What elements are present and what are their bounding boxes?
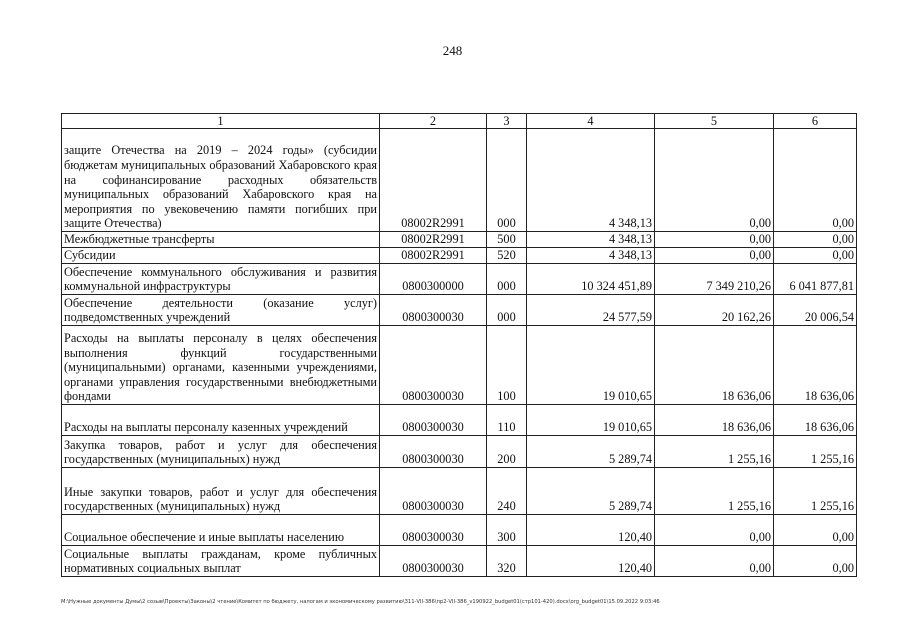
row-code: 08002R2991 [380,129,487,232]
row-value-col4: 4 348,13 [527,129,655,232]
row-value-col4: 4 348,13 [527,232,655,248]
row-value-col6: 18 636,06 [774,405,857,436]
column-header: 6 [774,114,857,129]
row-type: 300 [487,515,527,546]
row-code: 0800300030 [380,436,487,468]
row-code: 0800300030 [380,295,487,326]
row-value-col6: 0,00 [774,129,857,232]
row-name: Межбюджетные трансферты [62,232,380,248]
row-name: Субсидии [62,248,380,264]
row-value-col5: 0,00 [655,546,774,577]
column-header: 3 [487,114,527,129]
row-type: 100 [487,326,527,405]
footer-file-path: M:\Нужные документы Думы\2 созыв\Проекты\Законы\2 чтение\Комитет по бюджету, налогам и экономическому развитию\311-VII-386\пр2-VII-386_v190922_budget01(стр101-420).docx\org_budget01\15.09.2022 9:03:46 [61,599,660,605]
row-value-col5: 0,00 [655,248,774,264]
row-value-col4: 19 010,65 [527,326,655,405]
row-code: 0800300030 [380,515,487,546]
row-name: Обеспечение коммунального обслуживания и развития коммунальной инфраструктуры [62,264,380,295]
row-type: 320 [487,546,527,577]
table-header-row [62,114,857,129]
row-value-col6: 0,00 [774,232,857,248]
row-code: 08002R2991 [380,232,487,248]
row-value-col6: 18 636,06 [774,326,857,405]
row-value-col5: 7 349 210,26 [655,264,774,295]
row-value-col4: 120,40 [527,546,655,577]
column-header: 2 [380,114,487,129]
row-code: 0800300030 [380,405,487,436]
row-name: Обеспечение деятельности (оказание услуг) подведомственных учреждений [62,295,380,326]
row-type: 240 [487,468,527,515]
row-code: 0800300030 [380,468,487,515]
row-value-col5: 0,00 [655,129,774,232]
row-value-col6: 0,00 [774,248,857,264]
column-header: 1 [62,114,380,129]
column-header: 4 [527,114,655,129]
row-value-col6: 6 041 877,81 [774,264,857,295]
table-row [62,436,857,468]
row-type: 000 [487,264,527,295]
table-row [62,295,857,326]
row-code: 0800300000 [380,264,487,295]
row-name: защите Отечества на 2019 – 2024 годы» (субсидии бюджетам муниципальных образований Хабаровского края на софинансирование расходных обязательств муниципальных образований Хабаровского края на мероприятия по увековечению памяти погибших при защите Отечества) [62,129,380,232]
row-value-col4: 5 289,74 [527,468,655,515]
row-value-col6: 0,00 [774,515,857,546]
row-value-col5: 18 636,06 [655,326,774,405]
row-type: 110 [487,405,527,436]
row-value-col5: 18 636,06 [655,405,774,436]
row-code: 0800300030 [380,546,487,577]
row-value-col6: 1 255,16 [774,468,857,515]
row-value-col5: 0,00 [655,232,774,248]
row-type: 000 [487,295,527,326]
row-name: Иные закупки товаров, работ и услуг для обеспечения государственных (муниципальных) нужд [62,468,380,515]
row-value-col6: 0,00 [774,546,857,577]
row-value-col5: 0,00 [655,515,774,546]
row-type: 000 [487,129,527,232]
column-header: 5 [655,114,774,129]
row-value-col6: 20 006,54 [774,295,857,326]
row-code: 0800300030 [380,326,487,405]
table-row [62,248,857,264]
table-row [62,468,857,515]
row-name: Закупка товаров, работ и услуг для обеспечения государственных (муниципальных) нужд [62,436,380,468]
row-name: Социальное обеспечение и иные выплаты населению [62,515,380,546]
page-number: 248 [442,43,463,58]
table-row [62,264,857,295]
row-value-col5: 1 255,16 [655,436,774,468]
table-row [62,326,857,405]
table-row [62,405,857,436]
row-value-col6: 1 255,16 [774,436,857,468]
table-row [62,232,857,248]
row-name: Социальные выплаты гражданам, кроме публичных нормативных социальных выплат [62,546,380,577]
row-type: 520 [487,248,527,264]
row-value-col4: 5 289,74 [527,436,655,468]
row-name: Расходы на выплаты персоналу в целях обеспечения выполнения функций государственными (муниципальными) органами, казенными учреждениями, органами управления государственными внебюджетными фондами [62,326,380,405]
table-row [62,546,857,577]
row-value-col5: 1 255,16 [655,468,774,515]
row-value-col4: 24 577,59 [527,295,655,326]
row-value-col4: 4 348,13 [527,248,655,264]
row-name: Расходы на выплаты персоналу казенных учреждений [62,405,380,436]
row-type: 500 [487,232,527,248]
row-type: 200 [487,436,527,468]
table-row [62,515,857,546]
row-value-col4: 19 010,65 [527,405,655,436]
row-value-col5: 20 162,26 [655,295,774,326]
row-value-col4: 120,40 [527,515,655,546]
row-value-col4: 10 324 451,89 [527,264,655,295]
table-row [62,129,857,232]
budget-table [61,113,857,577]
row-code: 08002R2991 [380,248,487,264]
